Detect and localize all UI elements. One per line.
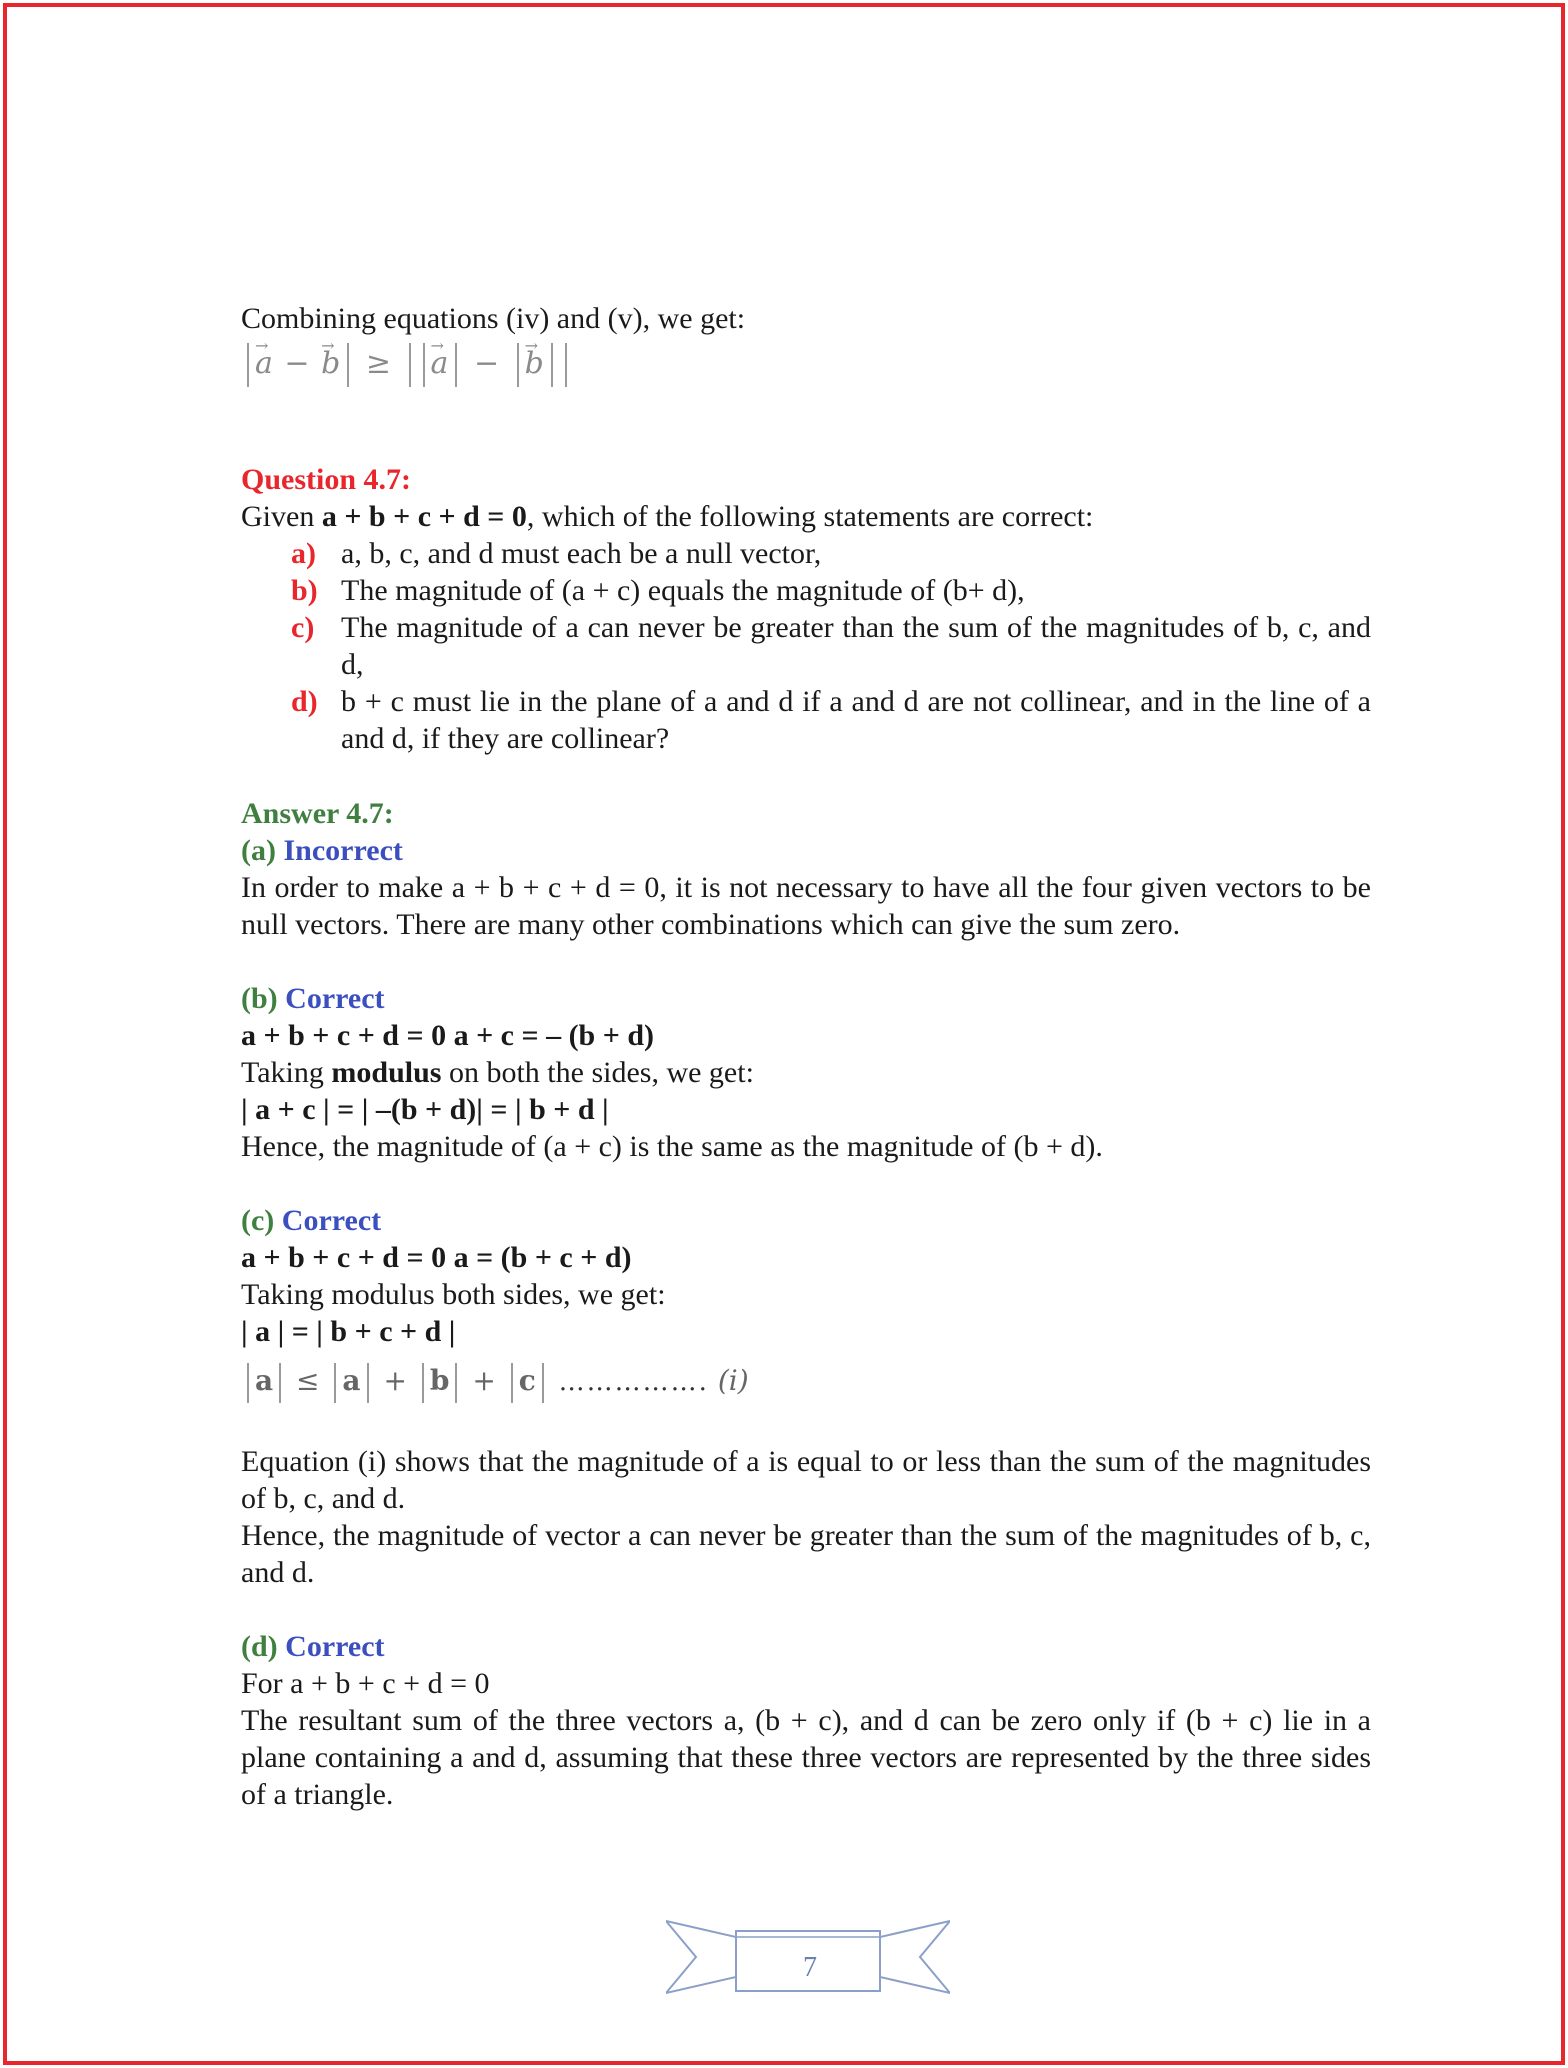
page-number: 7 [803,1952,817,1983]
answer-c-para1: Equation (i) shows that the magnitude of a is equal to or less than the sum of the magnitudes of b, c, and d. [241,1444,1371,1515]
equation-ref: (i) [717,1364,749,1397]
option-d: d) b + c must lie in the plane of a and d if a and d are not collinear, and in the line of a and d, if they are collinear? [291,685,1371,755]
question-prompt: Given a + b + c + d = 0, which of the following statements are correct: [241,500,1094,533]
answer-c-equation: a + b + c + d = 0 a = (b + c + d) [241,1241,632,1274]
page-content [241,300,1371,1813]
answer-title: Answer 4.7: [241,797,394,830]
answer-b-equation: a + b + c + d = 0 a + c = – (b + d) [241,1019,655,1052]
answer-b-modulus: Taking modulus on both the sides, we get: [241,1056,754,1089]
answer-a-text: In order to make a + b + c + d = 0, it is not necessary to have all the four given vectors to be null vectors. There are many other combinations which can give the sum zero. [241,871,1371,941]
leader-dots: ……………. [558,1367,709,1397]
answer-d-heading: (d) Correct [241,1629,385,1663]
answer-c-heading: (c) Correct [241,1204,382,1237]
answer-c-modulus: Taking modulus both sides, we get: [241,1278,666,1311]
options-list [241,535,1371,757]
question-title: Question 4.7: [241,463,412,496]
answer-d-line1: For a + b + c + d = 0 [241,1666,490,1700]
answer-b-conclusion: Hence, the magnitude of (a + c) is the same as the magnitude of (b + d). [241,1130,1103,1163]
option-a: a) a, b, c, and d must each be a null vector, [291,537,822,570]
answer-b-heading: (b) Correct [241,982,385,1015]
answer-a-heading: (a) Incorrect [241,834,403,867]
answer-c-para2: Hence, the magnitude of vector a can never be greater than the sum of the magnitudes of b, c, and d. [241,1518,1371,1589]
answer-c-modulus-eq: | a | = | b + c + d | [241,1315,456,1348]
triangle-inequality-formula: → a − → b ≥ → a − → b [241,343,1371,387]
option-b: b) The magnitude of (a + c) equals the magnitude of (b+ d), [291,574,1025,607]
answer-d-para: The resultant sum of the three vectors a, (b + c), and d can be zero only if (b + c) lie in a plane containing a and d, assuming that these three vectors are represented by the three sides of a triangle. [241,1703,1371,1811]
option-c: c) The magnitude of a can never be greater than the sum of the magnitudes of b, c, and d, [291,611,1371,681]
inequality-formula: a ≤ a + b + c ……………. (i) [241,1362,1371,1403]
answer-b-modulus-eq: | a + c | = | –(b + d)| = | b + d | [241,1093,609,1126]
combining-text: Combining equations (iv) and (v), we get: [241,302,746,335]
